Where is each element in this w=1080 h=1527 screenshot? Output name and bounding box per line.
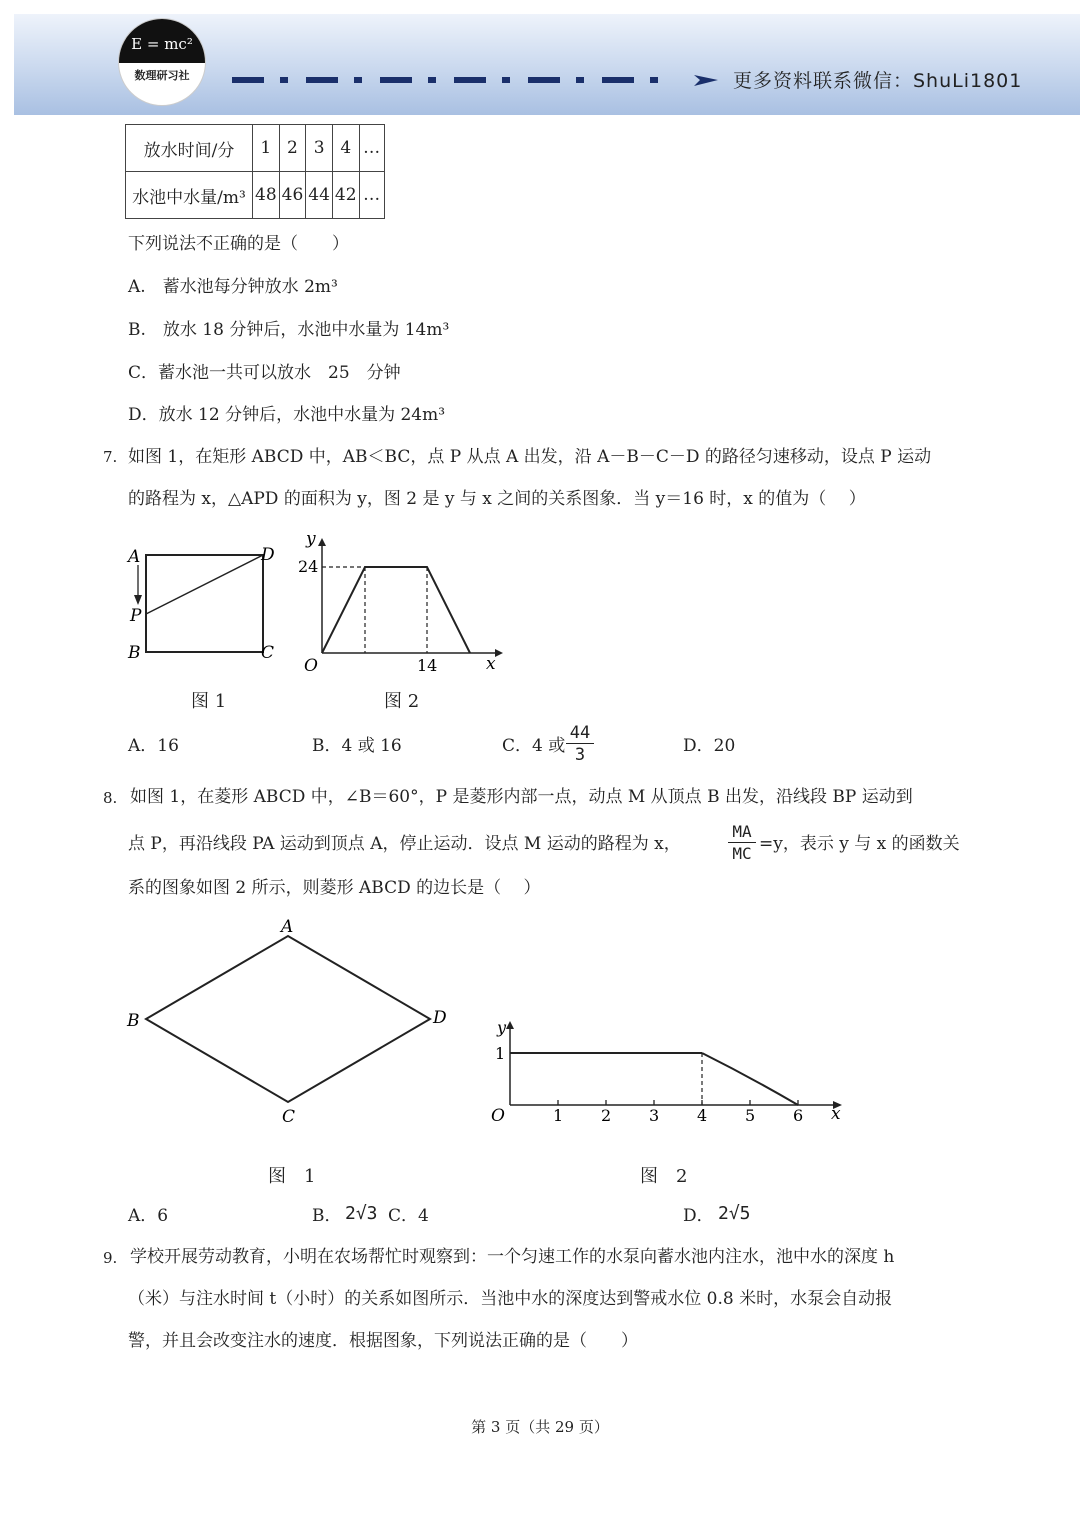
q7-option-c-fraction — [566, 723, 594, 766]
q7-option-a: A．16 — [128, 736, 179, 756]
q7-line2: 的路程为 x，△APD 的面积为 y，图 2 是 y 与 x 之间的关系图象．当 y＝16 时，x 的值为（ ） — [128, 489, 866, 509]
q9-line2: （米）与注水时间 t（小时）的关系如图所示．当池中水的深度达到警戒水位 0.8 米时，水泵会自动报 — [128, 1289, 893, 1309]
table-cell: 48 — [253, 172, 280, 219]
q8-fig2-caption: 图 2 — [640, 1166, 688, 1187]
x-tick: 3 — [649, 1106, 660, 1125]
table-cell: 4 — [332, 125, 359, 172]
table-cell: … — [359, 125, 384, 172]
q7-figure1-rectangle — [120, 535, 290, 675]
q8-line1: 如图 1，在菱形 ABCD 中，∠B＝60°，P 是菱形内部一点，动点 M 从顶点 B 出发，沿线段 BP 运动到 — [130, 787, 913, 807]
q7-fig1-caption: 图 1 — [191, 691, 227, 712]
q7-number: 7. — [103, 448, 118, 466]
table-row — [126, 125, 385, 172]
label-c: C — [282, 1107, 296, 1127]
q9-line3: 警，并且会改变注水的速度．根据图象，下列说法正确的是（ ） — [128, 1331, 638, 1351]
fraction-numerator: MA — [728, 822, 756, 843]
q8-fig1-caption: 图 1 — [268, 1166, 316, 1187]
fraction-denominator: 3 — [574, 745, 586, 765]
q9-line1: 学校开展劳动教育，小明在农场帮忙时观察到：一个匀速工作的水泵向蓄水池内注水，池中水的深度 h — [130, 1247, 895, 1267]
q8-option-d-radical: 2√5 — [718, 1203, 751, 1224]
q8-line3: 系的图象如图 2 所示，则菱形 ABCD 的边长是（ ） — [128, 878, 541, 898]
q8-fraction — [728, 822, 756, 865]
q7-figure2-graph — [290, 528, 505, 678]
x-tick: 4 — [697, 1106, 708, 1125]
q7-option-d: D．20 — [683, 736, 736, 756]
x-tick: 1 — [553, 1106, 564, 1125]
table-cell: 2 — [279, 125, 306, 172]
label-d: D — [433, 1008, 447, 1028]
y-tick-24: 24 — [298, 557, 319, 576]
label-d: D — [261, 545, 275, 565]
q7-line1: 如图 1，在矩形 ABCD 中，AB＜BC，点 P 从点 A 出发，沿 A－B－C－D 的路径匀速移动，设点 P 运动 — [128, 447, 932, 467]
x-tick: 6 — [793, 1106, 804, 1125]
q8-line2b: =y，表示 y 与 x 的函数关 — [759, 834, 960, 854]
q8-figure1-rhombus — [120, 912, 460, 1132]
fraction-numerator: 44 — [566, 723, 594, 744]
q8-option-a: A．6 — [128, 1206, 169, 1226]
table-row — [126, 172, 385, 219]
x-tick-14: 14 — [417, 656, 438, 675]
q8-number: 8. — [103, 789, 118, 807]
q8-option-b: B． — [312, 1206, 342, 1226]
q8-figure2-graph — [485, 1015, 850, 1130]
table-cell: 3 — [306, 125, 333, 172]
table-cell: 46 — [279, 172, 306, 219]
q6-option-c: C．蓄水池一共可以放水 25 分钟 — [128, 363, 401, 383]
logo-formula: E = mc² — [119, 19, 205, 63]
label-b: B — [127, 1011, 140, 1031]
label-c: C — [261, 643, 275, 663]
q8-option-b-radical: 2√3 — [345, 1203, 378, 1224]
q8-option-c: C．4 — [388, 1206, 429, 1226]
q8-line2a: 点 P，再沿线段 PA 运动到顶点 A，停止运动．设点 M 运动的路程为 x， — [128, 834, 681, 854]
q6-option-d: D．放水 12 分钟后，水池中水量为 24m³ — [128, 405, 446, 425]
axis-y-label: y — [497, 1018, 507, 1037]
page-footer: 第 3 页（共 29 页） — [471, 1418, 609, 1436]
label-b: B — [128, 643, 141, 663]
axis-x-label: x — [486, 654, 496, 674]
label-p: P — [130, 606, 142, 626]
label-a: A — [281, 917, 294, 937]
table-cell: … — [359, 172, 384, 219]
table-cell: 水池中水量/m³ — [126, 172, 253, 219]
y-tick-1: 1 — [495, 1044, 506, 1063]
label-a: A — [128, 547, 141, 567]
x-tick: 5 — [745, 1106, 756, 1125]
q7-option-c: C．4 或 — [502, 736, 566, 756]
table-cell: 44 — [306, 172, 333, 219]
q7-option-b: B．4 或 16 — [312, 736, 402, 756]
logo — [118, 18, 206, 106]
q6-option-a: A. 蓄水池每分钟放水 2m³ — [128, 277, 338, 297]
water-table — [125, 124, 385, 219]
table-cell: 1 — [253, 125, 280, 172]
q8-option-d: D． — [683, 1206, 714, 1226]
origin-label: O — [304, 656, 318, 676]
q6-option-b: B. 放水 18 分钟后，水池中水量为 14m³ — [128, 320, 450, 340]
axis-x-label: x — [831, 1104, 841, 1124]
q7-fig2-caption: 图 2 — [384, 691, 420, 712]
table-cell: 放水时间/分 — [126, 125, 253, 172]
q6-stem: 下列说法不正确的是（ ） — [128, 234, 349, 254]
origin-label: O — [491, 1106, 505, 1126]
q9-number: 9. — [103, 1249, 118, 1267]
logo-text: 数理研习社 — [134, 69, 190, 82]
x-tick: 2 — [601, 1106, 612, 1125]
header-contact: 更多资料联系微信：ShuLi1801 — [733, 70, 1023, 92]
fraction-denominator: MC — [732, 844, 752, 863]
header-dashed-arrow — [232, 75, 722, 87]
axis-y-label: y — [306, 529, 316, 549]
table-cell: 42 — [332, 172, 359, 219]
